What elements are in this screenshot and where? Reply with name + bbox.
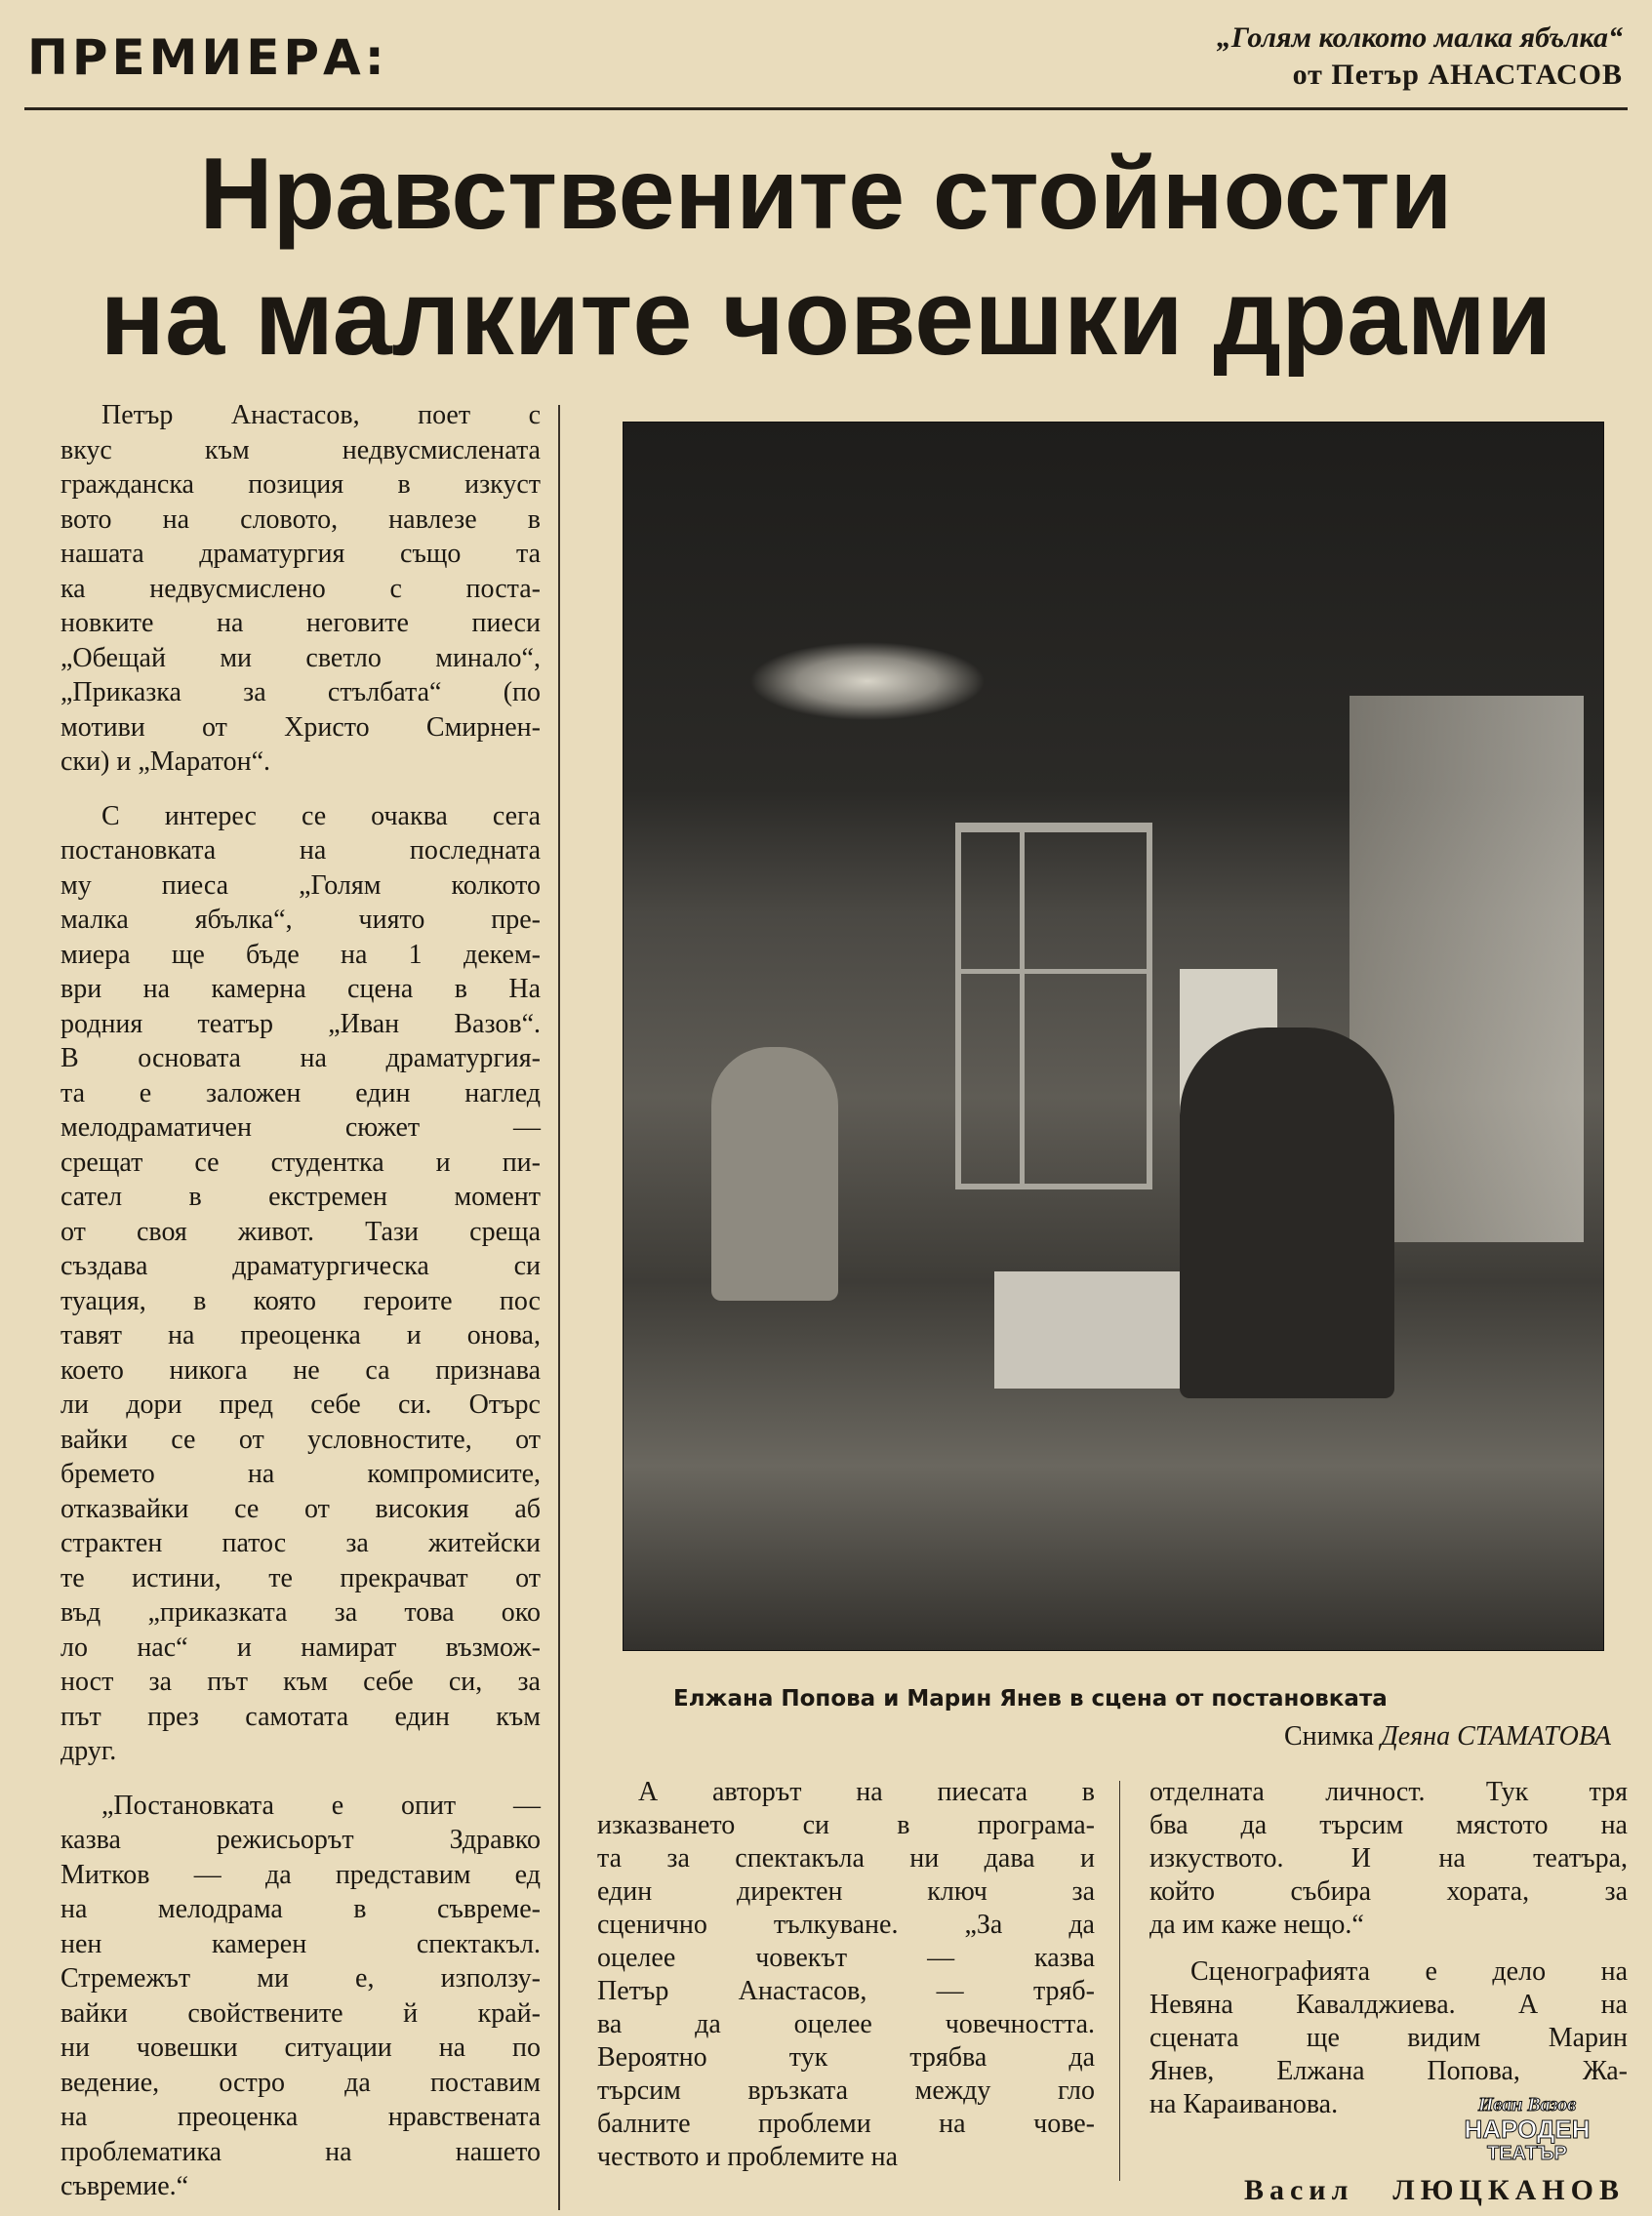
text-line: бва да търсим мястото на xyxy=(1149,1810,1628,1840)
logo-signature: Иван Вазов xyxy=(1477,2094,1577,2115)
text-line: та за спектакъла ни дава и xyxy=(597,1843,1095,1874)
credit-last-name: СТАМАТОВА xyxy=(1457,1721,1611,1752)
text-line: балните проблеми на чове- xyxy=(597,2109,1095,2139)
text-line: въд „приказката за това око xyxy=(60,1597,541,1628)
text-line: постановката на последната xyxy=(60,835,541,866)
text-line: на мелодрама в съвреме- xyxy=(60,1894,541,1924)
text-line: вайки се от условностите, от xyxy=(60,1424,541,1455)
text-line: страктен патос за житейски xyxy=(60,1528,541,1558)
text-line: малка ябълка“, чиято пре- xyxy=(60,905,541,935)
text-line: което никога не са признава xyxy=(60,1354,541,1386)
text-line: В основата на драматургия- xyxy=(60,1043,541,1073)
text-line: да им каже нещо.“ xyxy=(1149,1910,1364,1940)
play-title: „Голям колкото малка ябълка“ xyxy=(1216,21,1623,54)
text-line: „Приказка за стълбата“ (по xyxy=(60,677,541,707)
text-line: проблематика на нашето xyxy=(60,2136,541,2167)
text-line: туация, в която героите пос xyxy=(60,1285,541,1316)
text-line: му пиеса „Голям колкото xyxy=(60,869,541,901)
author-line: от Петър АНАСТАСОВ xyxy=(1292,59,1623,91)
header-rule xyxy=(24,107,1628,110)
section-kicker: ПРЕМИЕРА: xyxy=(27,29,388,86)
text-line: родния театър „Иван Вазов“. xyxy=(60,1008,541,1039)
text-line: сцената ще видим Марин xyxy=(1149,2023,1628,2053)
logo-line-1: НАРОДЕН xyxy=(1464,2115,1591,2144)
text-line: гражданска позиция в изкуст xyxy=(60,469,541,500)
text-line: нашата драматургия също та xyxy=(60,539,541,569)
text-line: търсим връзката между гло xyxy=(597,2075,1095,2106)
photo-caption: Елжана Попова и Марин Янев в сцена от постановката xyxy=(673,1686,1388,1712)
byline xyxy=(1244,2174,1625,2207)
text-line: друг. xyxy=(60,1736,117,1766)
text-line: новките на неговите пиеси xyxy=(60,608,541,638)
text-line: който събира хората, за xyxy=(1149,1876,1628,1907)
text-line: Вероятно тук трябва да xyxy=(597,2042,1095,2073)
text-line: път през самотата един към xyxy=(60,1701,541,1732)
text-line: изкуството. И на театъра, xyxy=(1149,1843,1628,1874)
text-line: „Постановката е опит — xyxy=(101,1790,541,1821)
text-line: миера ще бъде на 1 декем- xyxy=(60,939,541,970)
headline-line-1: Нравствените стойности xyxy=(199,138,1453,251)
stage-photo xyxy=(623,422,1604,1651)
text-line: ло нас“ и намират възмож- xyxy=(60,1632,541,1663)
text-line: създава драматургическа си xyxy=(60,1251,541,1281)
text-line: от своя живот. Тази среща xyxy=(60,1216,541,1247)
text-line: вайки свойствените й край- xyxy=(60,1997,541,2029)
text-line: А авторът на пиесата в xyxy=(638,1777,1095,1807)
text-line: ври на камерна сцена в На xyxy=(60,974,541,1004)
text-line: отказвайки се от високия аб xyxy=(60,1493,541,1524)
text-line: ка недвусмислено с поста- xyxy=(60,573,541,604)
article-column-1 xyxy=(60,398,541,2204)
column-divider xyxy=(558,405,560,2210)
text-line: оцелее човекът — казва xyxy=(597,1943,1095,1973)
text-line: Митков — да представим ед xyxy=(60,1859,541,1890)
text-line: сценично тълкуване. „За да xyxy=(597,1910,1095,1940)
text-line: Стремежът ми е, използу- xyxy=(60,1963,541,1994)
credit-first-name: Деяна xyxy=(1380,1721,1451,1752)
text-line: на Караиванова. xyxy=(1149,2089,1339,2119)
text-line: ност за път към себе си, за xyxy=(60,1667,541,1697)
text-line: тавят на преоценка и онова, xyxy=(60,1320,541,1350)
text-line: срещат се студентка и пи- xyxy=(60,1147,541,1178)
text-line: ва да оцелее човечността. xyxy=(597,2009,1095,2039)
text-line: Петър Анастасов, поет с xyxy=(101,400,541,430)
text-line: нен камерен спектакъл. xyxy=(60,1928,541,1959)
text-line: ни човешки ситуации на по xyxy=(60,2033,541,2063)
text-line: Сценографията е дело на xyxy=(1190,1956,1628,1987)
headline-line-2: на малките човешки драми xyxy=(100,258,1552,378)
text-line: С интерес се очаква сега xyxy=(101,800,541,831)
text-line: Петър Анастасов, — тряб- xyxy=(597,1976,1095,2006)
text-line: мелодраматичен сюжет — xyxy=(60,1112,541,1143)
text-line: „Обещай ми светло минало“, xyxy=(60,642,541,673)
photo-credit xyxy=(1284,1721,1611,1753)
article-column-2 xyxy=(597,1776,1095,2174)
text-line: Невяна Кавалджиева. А на xyxy=(1149,1990,1628,2020)
national-theatre-logo xyxy=(1434,2094,1620,2164)
text-line: сател в екстремен момент xyxy=(60,1182,541,1212)
text-line: казва режисьорът Здравко xyxy=(60,1825,541,1855)
text-line: изказването си в програма- xyxy=(597,1810,1095,1840)
column-divider xyxy=(1119,1781,1120,2181)
text-line: отделната личност. Тук тря xyxy=(1149,1777,1628,1807)
article-column-3 xyxy=(1149,1776,1628,2121)
text-line: Янев, Елжана Попова, Жа- xyxy=(1149,2056,1628,2086)
text-line: ли дори пред себе си. Отърс xyxy=(60,1390,541,1420)
text-line: ведение, остро да поставим xyxy=(60,2067,541,2098)
credit-label: Снимка xyxy=(1283,1721,1374,1752)
text-line: чеството и проблемите на xyxy=(597,2142,899,2172)
text-line: бремето на компромисите, xyxy=(60,1459,541,1489)
text-line: вкус към недвусмислената xyxy=(60,434,541,465)
text-line: съвремие.“ xyxy=(60,2171,189,2201)
text-line: те истини, те прекрачват от xyxy=(60,1562,541,1593)
text-line: ски) и „Маратон“. xyxy=(60,746,271,777)
text-line: един директен ключ за xyxy=(597,1876,1095,1907)
text-line: на преоценка нравствената xyxy=(60,2102,541,2132)
byline-first: Васил xyxy=(1243,2174,1354,2206)
text-line: мотиви от Христо Смирнен- xyxy=(60,711,541,743)
byline-last: ЛЮЦКАНОВ xyxy=(1392,2174,1625,2206)
text-line: та е заложен един наглед xyxy=(60,1077,541,1108)
text-line: вото на словото, навлезе в xyxy=(60,504,541,535)
logo-line-2: ТЕАТЪР xyxy=(1487,2143,1567,2164)
